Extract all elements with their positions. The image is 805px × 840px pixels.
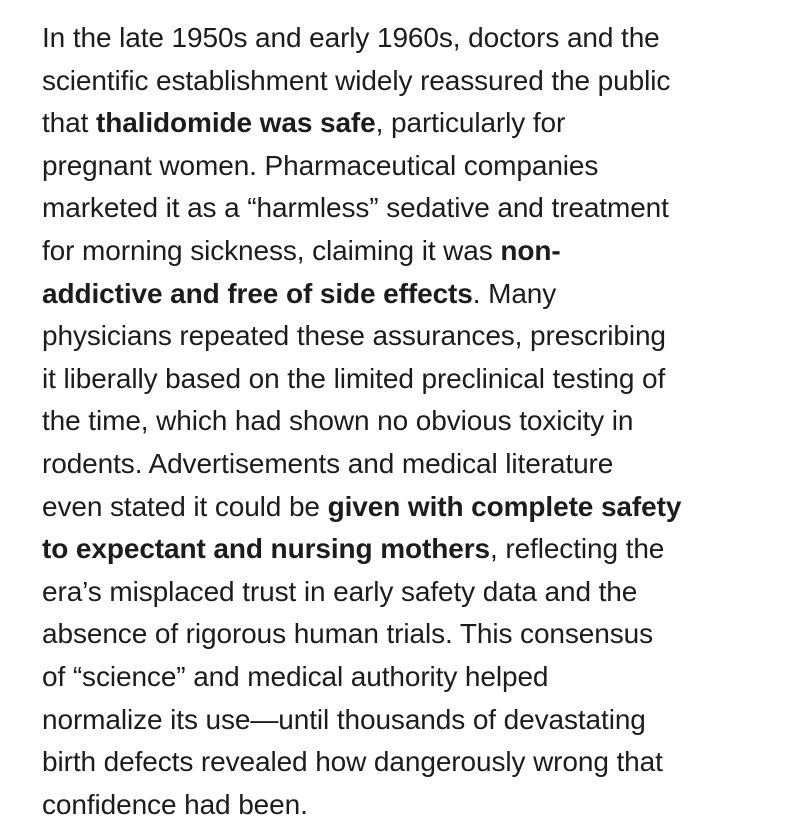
paragraph-line	[42, 784, 782, 827]
bold-text-run: addictive and free of side effects	[42, 277, 473, 309]
paragraph-line	[42, 230, 782, 273]
paragraph-line	[42, 528, 782, 571]
paragraph-line	[42, 102, 782, 145]
text-run: it liberally based on the limited preclinical testing of	[42, 362, 666, 394]
bold-text-run: given with complete safety	[327, 490, 682, 522]
paragraph-line	[42, 315, 782, 358]
text-run: rodents. Advertisements and medical literature	[42, 447, 614, 479]
text-run: confidence had been.	[42, 788, 308, 820]
text-run: , particularly for	[375, 107, 566, 139]
text-run: In the late 1950s and early 1960s, doctors and the	[42, 22, 660, 53]
text-run: for morning sickness, claiming it was	[42, 234, 501, 266]
paragraph-line	[42, 443, 782, 486]
text-run: era’s misplaced trust in early safety data and the	[42, 575, 638, 607]
paragraph-line	[42, 699, 782, 742]
paragraph-line	[42, 486, 782, 529]
paragraph-line	[42, 656, 782, 699]
text-run: even stated it could be	[42, 490, 328, 522]
text-run: marketed it as a “harmless” sedative and treatment	[42, 192, 669, 224]
text-run: birth defects revealed how dangerously wrong that	[42, 746, 663, 778]
text-run: physicians repeated these assurances, prescribing	[42, 320, 666, 352]
text-run: the time, which had shown no obvious toxicity in	[42, 405, 634, 437]
bold-text-run: to expectant and nursing mothers	[42, 533, 490, 565]
text-run: . Many	[472, 277, 557, 309]
paragraph-line	[42, 741, 782, 784]
bold-text-run: non-	[500, 234, 561, 266]
paragraph-line	[42, 571, 782, 614]
text-run: absence of rigorous human trials. This consensus	[42, 618, 654, 650]
text-run: scientific establishment widely reassured the public	[42, 64, 671, 96]
paragraph-line	[42, 145, 782, 188]
paragraph-line	[42, 60, 782, 103]
paragraph-line	[42, 613, 782, 656]
text-run: that	[42, 107, 96, 139]
text-run: pregnant women. Pharmaceutical companies	[42, 149, 599, 181]
paragraph-line	[42, 17, 782, 60]
bold-text-run: thalidomide was safe	[95, 107, 376, 139]
text-run: normalize its use—until thousands of devastating	[42, 703, 646, 735]
text-run: of “science” and medical authority helped	[42, 660, 549, 692]
paragraph-line	[42, 187, 782, 230]
text-run: , reflecting the	[489, 533, 665, 565]
body-paragraph	[42, 17, 782, 826]
paragraph-line	[42, 400, 782, 443]
paragraph-line	[42, 358, 782, 401]
paragraph-line	[42, 273, 782, 316]
